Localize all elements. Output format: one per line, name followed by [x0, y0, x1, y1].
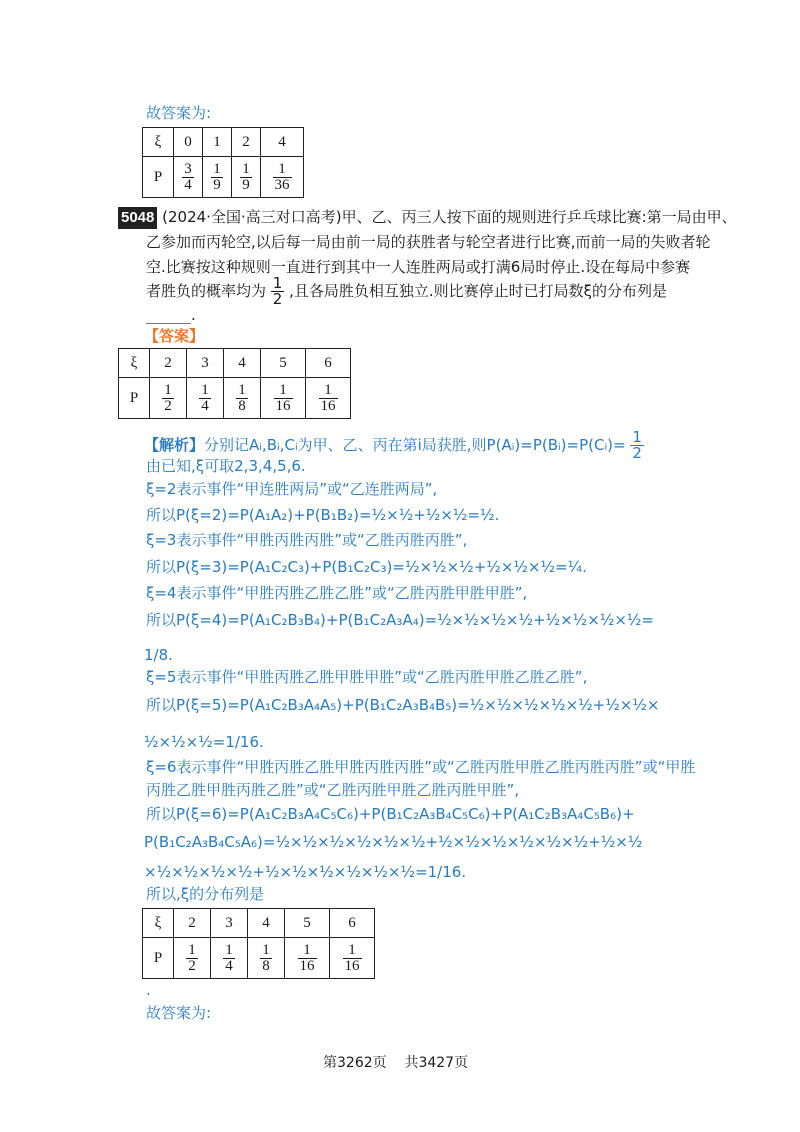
- table-cell: $\frac{1}{36}$: [261, 157, 304, 198]
- table-cell: 2: [174, 909, 211, 938]
- table-cell: $\frac{1}{16}$: [261, 378, 306, 419]
- analysis-line-9: 1/8.: [144, 646, 173, 664]
- table-cell: $\frac{1}{16}$: [330, 938, 375, 979]
- question-text: ,且各局胜负相互独立.则比赛停止时已打局数ξ的分布列是: [289, 282, 668, 300]
- analysis-line-3: ξ=2表示事件“甲连胜两局”或“乙连胜两局”,: [146, 480, 438, 498]
- table-cell: 3: [187, 349, 224, 378]
- table-cell: 0: [174, 128, 203, 157]
- table-cell: 2: [232, 128, 261, 157]
- analysis-line-10: ξ=5表示事件“甲胜丙胜乙胜甲胜甲胜”或“乙胜丙胜甲胜乙胜乙胜”,: [146, 668, 588, 686]
- page-total: 共3427页: [404, 1055, 469, 1071]
- table-cell: $\frac{1}{4}$: [187, 378, 224, 419]
- analysis-line-15: 所以P(ξ=6)=P(A₁C₂B₃A₄C₅C₆)+P(B₁C₂A₃B₄C₅C₆)+P(A₁C₂B₃A₄C₅B₆)+: [146, 805, 635, 823]
- page-number: 第3262页: [323, 1055, 387, 1071]
- table-cell: $\frac{1}{2}$: [174, 938, 211, 979]
- analysis-line-14: 丙胜乙胜甲胜丙胜乙胜”或“乙胜丙胜甲胜乙胜丙胜甲胜”,: [146, 781, 520, 799]
- table-cell: 6: [306, 349, 351, 378]
- answer-distribution-table: [118, 348, 351, 419]
- fraction: $\frac{1}{2}$: [632, 428, 642, 462]
- table-cell: 2: [150, 349, 187, 378]
- table-cell: 4: [261, 128, 304, 157]
- table-cell: $\frac{1}{9}$: [203, 157, 232, 198]
- analysis-line-17: ×½×½×½×½+½×½×½×½×½×½=1/16.: [144, 863, 467, 881]
- table-cell: $\frac{3}{4}$: [174, 157, 203, 198]
- analysis-line-8: 所以P(ξ=4)=P(A₁C₂B₃B₄)+P(B₁C₂A₃A₄)=½×½×½×½+½×½×½×½=: [146, 611, 654, 629]
- analysis-line-18: 所以,ξ的分布列是: [146, 885, 265, 903]
- trailing-dot: .: [146, 981, 151, 999]
- table-cell: 6: [330, 909, 375, 938]
- table-cell: 1: [203, 128, 232, 157]
- prev-distribution-table: [142, 127, 304, 198]
- table-cell: $\frac{1}{8}$: [248, 938, 285, 979]
- xi-header: ξ: [143, 909, 174, 938]
- analysis-distribution-table: [142, 908, 375, 979]
- question-text: 者胜负的概率均为: [146, 282, 267, 300]
- analysis-line-5: ξ=3表示事件“甲胜丙胜丙胜”或“乙胜丙胜丙胜”,: [146, 531, 468, 549]
- analysis-tag: 【解析】: [144, 436, 205, 454]
- analysis-line-2: 由已知,ξ可取2,3,4,5,6.: [146, 457, 306, 475]
- analysis-line-11: 所以P(ξ=5)=P(A₁C₂B₃A₄A₅)+P(B₁C₂A₃B₄B₅)=½×½×½×½×½+½×½×: [146, 696, 660, 714]
- analysis-line-12: ½×½×½=1/16.: [144, 733, 264, 751]
- table-cell: 5: [285, 909, 330, 938]
- table-cell: $\frac{1}{9}$: [232, 157, 261, 198]
- table-cell: 3: [211, 909, 248, 938]
- p-header: P: [143, 938, 174, 979]
- table-cell: $\frac{1}{16}$: [285, 938, 330, 979]
- table-cell: 4: [224, 349, 261, 378]
- question-number: 5048: [118, 207, 157, 229]
- xi-header: ξ: [143, 128, 174, 157]
- prev-answer-label: 故答案为:: [146, 104, 212, 122]
- table-cell: $\frac{1}{8}$: [224, 378, 261, 419]
- analysis-line-7: ξ=4表示事件“甲胜丙胜乙胜乙胜”或“乙胜丙胜甲胜甲胜”,: [146, 584, 528, 602]
- question-line-1: [118, 207, 737, 229]
- analysis-line-4: 所以P(ξ=2)=P(A₁A₂)+P(B₁B₂)=½×½+½×½=½.: [146, 506, 500, 524]
- fraction: $\frac{1}{2}$: [272, 274, 283, 308]
- table-cell: $\frac{1}{4}$: [211, 938, 248, 979]
- table-cell: $\frac{1}{2}$: [150, 378, 187, 419]
- page-footer: [323, 1053, 468, 1073]
- question-text: (2024·全国·高三对口高考)甲、乙、丙三人按下面的规则进行乒乓球比赛:第一局由甲、: [162, 208, 737, 226]
- table-cell: $\frac{1}{16}$: [306, 378, 351, 419]
- analysis-line-13: ξ=6表示事件“甲胜丙胜乙胜甲胜丙胜丙胜”或“乙胜丙胜甲胜乙胜丙胜丙胜”或“甲胜: [146, 758, 696, 776]
- question-line-4: [146, 276, 667, 307]
- question-line-2: 乙参加而丙轮空,以后每一局由前一局的获胜者与轮空者进行比赛,而前一局的失败者轮: [146, 233, 711, 251]
- p-header: P: [119, 378, 150, 419]
- xi-header: ξ: [119, 349, 150, 378]
- answer-blank: ______.: [146, 306, 196, 324]
- table-cell: 4: [248, 909, 285, 938]
- analysis-line-16: P(B₁C₂A₃B₄C₅A₆)=½×½×½×½×½×½+½×½×½×½×½×½+½×½: [144, 833, 643, 851]
- analysis-text: 分别记Aᵢ,Bᵢ,Cᵢ为甲、乙、丙在第i局获胜,则P(Aᵢ)=P(Bᵢ)=P(Cᵢ)=: [204, 436, 626, 454]
- question-line-3: 空.比赛按这种规则一直进行到其中一人连胜两局或打满6局时停止.设在每局中参赛: [146, 258, 691, 276]
- table-cell: 5: [261, 349, 306, 378]
- answer-tag: 【答案】: [144, 327, 205, 345]
- p-header: P: [143, 157, 174, 198]
- final-answer-label: 故答案为:: [146, 1004, 212, 1022]
- analysis-line-6: 所以P(ξ=3)=P(A₁C₂C₃)+P(B₁C₂C₃)=½×½×½+½×½×½=¼.: [146, 558, 587, 576]
